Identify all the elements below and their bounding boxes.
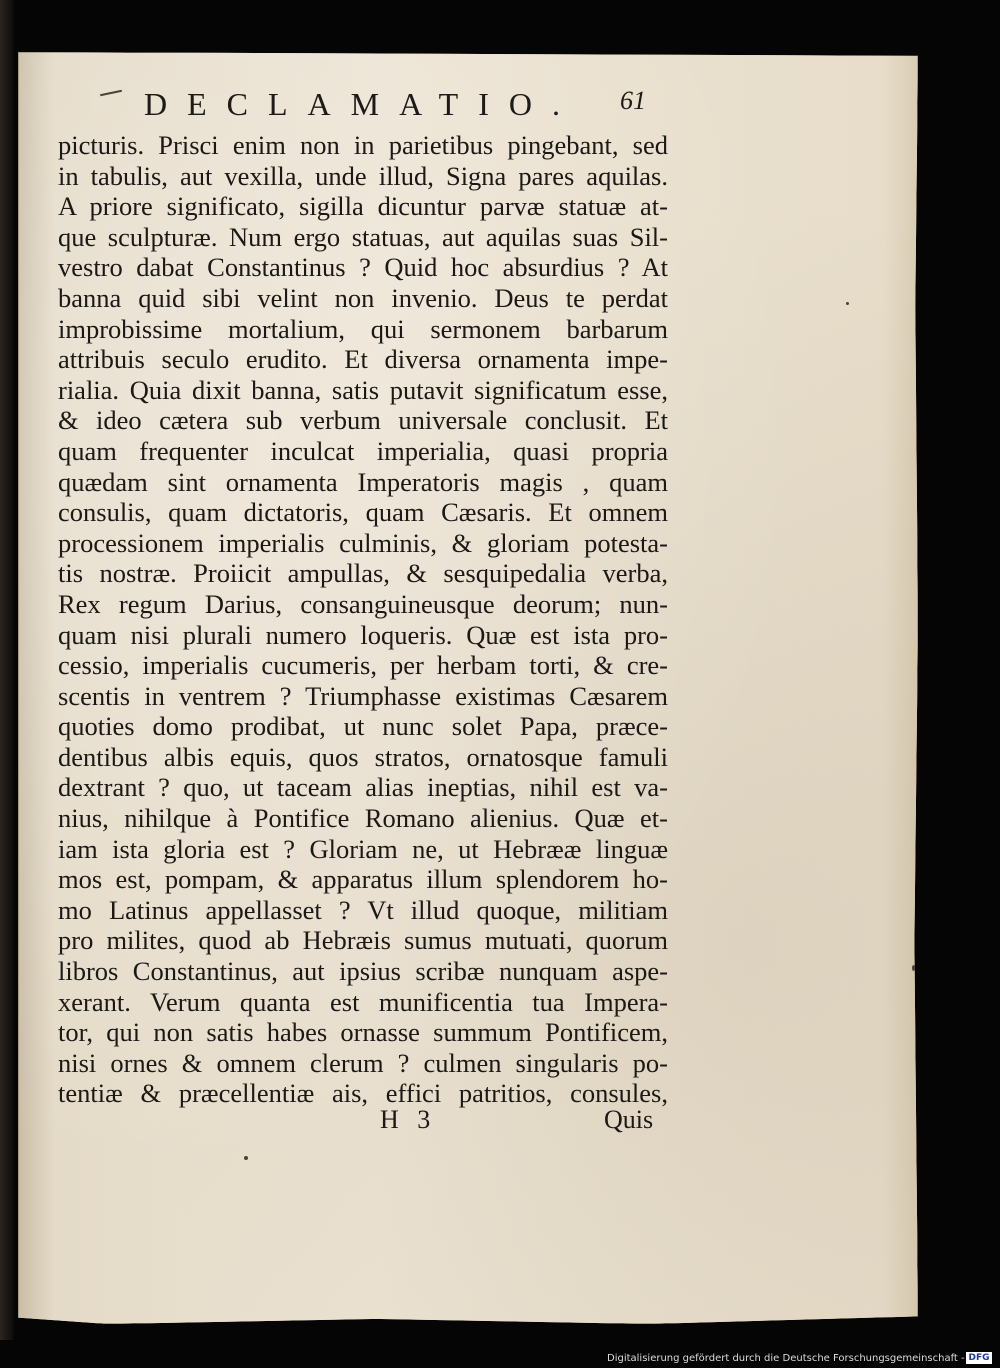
text-line: xerant. Verum quanta est munificentia tua Impera- bbox=[58, 986, 668, 1017]
text-line: quam nisi plurali numero loqueris. Quæ est ista pro- bbox=[58, 619, 668, 650]
text-line: mo Latinus appellasset ? Vt illud quoque, militiam bbox=[58, 894, 668, 925]
running-title: DECLAMATIO. bbox=[144, 86, 580, 122]
text-line: iam ista gloria est ? Gloriam ne, ut Hebrææ linguæ bbox=[58, 833, 668, 864]
text-line: scentis in ventrem ? Triumphasse existimas Cæsarem bbox=[58, 680, 668, 711]
signature-mark: H 3 bbox=[380, 1105, 437, 1134]
text-line: dentibus albis equis, quos stratos, ornatosque famuli bbox=[58, 741, 668, 772]
scanner-edge bbox=[0, 0, 14, 1340]
text-line: improbissime mortalium, qui sermonem barbarum bbox=[58, 313, 668, 344]
text-line: rialia. Quia dixit banna, satis putavit significatum esse, bbox=[58, 374, 668, 405]
catchword: Quis bbox=[604, 1105, 654, 1134]
text-line: mos est, pompam, & apparatus illum splendorem ho- bbox=[58, 864, 668, 895]
ink-speck bbox=[846, 302, 849, 305]
text-line: processionem imperialis culminis, & gloriam potesta- bbox=[58, 527, 668, 558]
text-line: & ideo cætera sub verbum universale conclusit. Et bbox=[58, 405, 668, 436]
page-number: 61 bbox=[620, 86, 646, 115]
text-line: nisi ornes & omnem clerum ? culmen singularis po- bbox=[58, 1047, 668, 1078]
text-line: tis nostræ. Proiicit ampullas, & sesquipedalia verba, bbox=[58, 558, 668, 589]
ink-speck bbox=[912, 965, 915, 971]
digitization-credit: Digitalisierung gefördert durch die Deutsche Forschungsgemeinschaft - bbox=[607, 1353, 965, 1364]
text-line: attribuis seculo erudito. Et diversa ornamenta impe- bbox=[58, 344, 668, 375]
text-line: consulis, quam dictatoris, quam Cæsaris. Et omnem bbox=[58, 497, 668, 528]
text-line: dextrant ? quo, ut taceam alias ineptias, nihil est va- bbox=[58, 772, 668, 803]
text-line: que sculpturæ. Num ergo statuas, aut aquilas suas Sil- bbox=[58, 221, 668, 252]
body-text-block bbox=[58, 130, 668, 1109]
text-line: nius, nihilque à Pontifice Romano alienius. Quæ et- bbox=[58, 803, 668, 834]
text-line: in tabulis, aut vexilla, unde illud, Signa pares aquilas. bbox=[58, 160, 668, 191]
text-line: quam frequenter inculcat imperialia, quasi propria bbox=[58, 435, 668, 466]
ink-speck bbox=[244, 1156, 248, 1160]
text-line: tor, qui non satis habes ornasse summum Pontificem, bbox=[58, 1017, 668, 1048]
text-line: vestro dabat Constantinus ? Quid hoc absurdius ? At bbox=[58, 252, 668, 283]
text-line: libros Constantinus, aut ipsius scribæ nunquam aspe- bbox=[58, 956, 668, 987]
text-line: cessio, imperialis cucumeris, per herbam torti, & cre- bbox=[58, 650, 668, 681]
text-line: banna quid sibi velint non invenio. Deus te perdat bbox=[58, 282, 668, 313]
text-line: Rex regum Darius, consanguineusque deorum; nun- bbox=[58, 588, 668, 619]
text-line: quædam sint ornamenta Imperatoris magis , quam bbox=[58, 466, 668, 497]
text-line: tentiæ & præcellentiæ ais, effici patritios, consules, bbox=[58, 1078, 668, 1109]
text-line: pro milites, quod ab Hebræis sumus mutuati, quorum bbox=[58, 925, 668, 956]
text-line: picturis. Prisci enim non in parietibus pingebant, sed bbox=[58, 130, 668, 160]
dfg-logo: DFG bbox=[966, 1352, 992, 1364]
text-line: quoties domo prodibat, ut nunc solet Papa, præce- bbox=[58, 711, 668, 742]
text-line: A priore significato, sigilla dicuntur parvæ statuæ at- bbox=[58, 191, 668, 222]
